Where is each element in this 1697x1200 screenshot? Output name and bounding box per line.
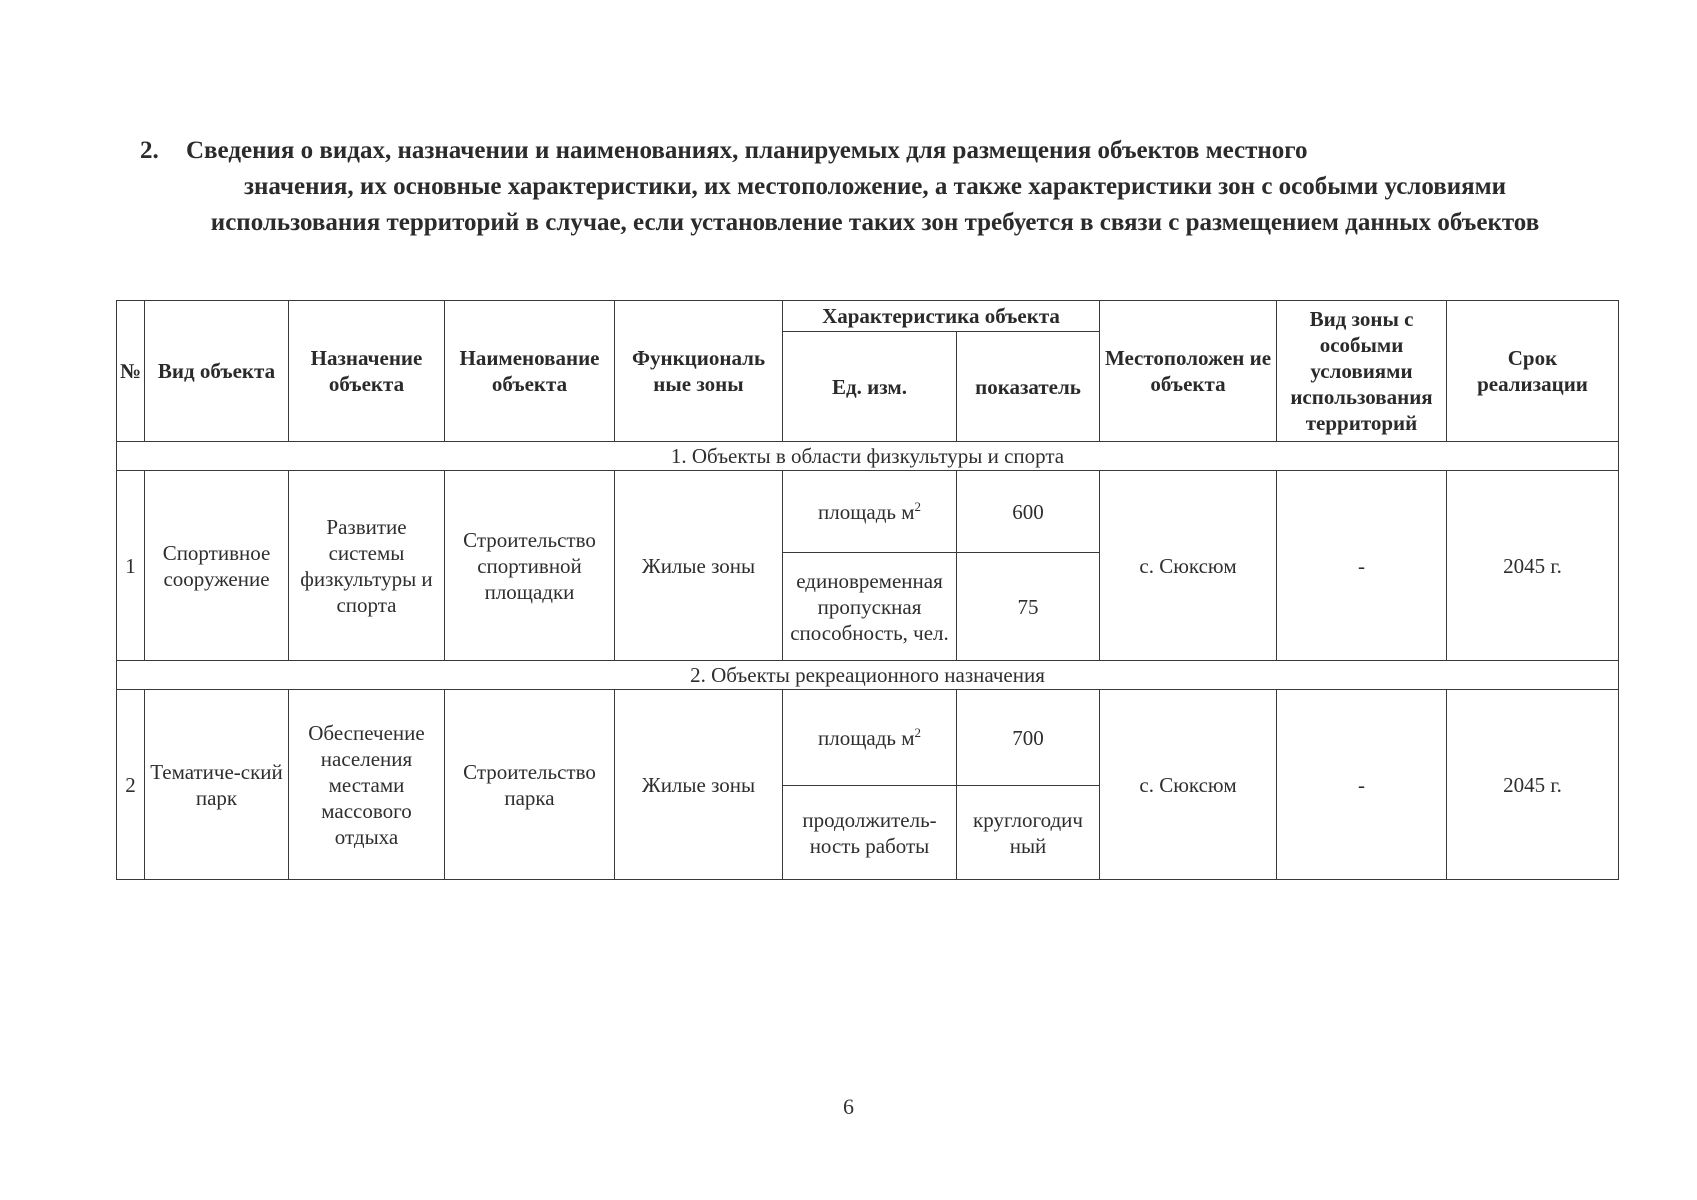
header-unit: Ед. изм. bbox=[783, 332, 957, 442]
heading-line-1 bbox=[140, 133, 1580, 169]
section-title: 2. Объекты рекреационного назначения bbox=[117, 661, 1619, 690]
row-unit: продолжитель-ность работы bbox=[783, 786, 957, 880]
header-object-type: Вид объекта bbox=[145, 301, 289, 442]
row-object-purpose: Обеспечение населения местами массового отдыха bbox=[289, 690, 445, 880]
table-header bbox=[117, 301, 1619, 442]
unit-text: площадь м bbox=[817, 499, 915, 524]
row-object-name: Строительство парка bbox=[445, 690, 615, 880]
table-row bbox=[117, 690, 1619, 786]
objects-table bbox=[116, 300, 1619, 880]
header-indicator: показатель bbox=[957, 332, 1100, 442]
section-row bbox=[117, 661, 1619, 690]
row-functional-zones: Жилые зоны bbox=[615, 471, 783, 661]
header-object-purpose: Назначение объекта bbox=[289, 301, 445, 442]
row-num: 1 bbox=[117, 471, 145, 661]
unit-superscript: 2 bbox=[914, 724, 921, 740]
row-indicator: круглогодич ный bbox=[957, 786, 1100, 880]
heading-continuation: значения, их основные характеристики, их местоположение, а также характеристики зон с особыми условиями использования территорий в случае, если установление таких зон требуется в связи с размещением данных объектов bbox=[210, 173, 1540, 236]
row-object-type: Тематиче-ский парк bbox=[145, 690, 289, 880]
row-unit bbox=[783, 690, 957, 786]
row-object-location: с. Сюксюм bbox=[1100, 690, 1277, 880]
header-num: № bbox=[117, 301, 145, 442]
row-indicator: 75 bbox=[957, 553, 1100, 661]
row-object-location: с. Сюксюм bbox=[1100, 471, 1277, 661]
table-body bbox=[117, 442, 1619, 880]
row-unit bbox=[783, 471, 957, 553]
row-indicator: 600 bbox=[957, 471, 1100, 553]
unit-superscript: 2 bbox=[914, 498, 921, 514]
header-object-characteristic: Характеристика объекта bbox=[783, 301, 1100, 332]
row-special-zone: - bbox=[1277, 471, 1447, 661]
section-title: 1. Объекты в области физкультуры и спорта bbox=[117, 442, 1619, 471]
heading-line-1-text: Сведения о видах, назначении и наименованиях, планируемых для размещения объектов местного bbox=[186, 137, 1308, 164]
row-indicator: 700 bbox=[957, 690, 1100, 786]
heading-number: 2. bbox=[140, 137, 159, 164]
row-object-type: Спортивное сооружение bbox=[145, 471, 289, 661]
table-row bbox=[117, 471, 1619, 553]
header-implementation-term: Срок реализации bbox=[1447, 301, 1619, 442]
header-special-zone: Вид зоны с особыми условиями использования территорий bbox=[1277, 301, 1447, 442]
header-functional-zones: Функциональ ные зоны bbox=[615, 301, 783, 442]
row-implementation-term: 2045 г. bbox=[1447, 471, 1619, 661]
header-object-location: Местоположен ие объекта bbox=[1100, 301, 1277, 442]
row-implementation-term: 2045 г. bbox=[1447, 690, 1619, 880]
row-unit: единовременная пропускная способность, чел. bbox=[783, 553, 957, 661]
document-heading bbox=[140, 133, 1580, 241]
unit-text: площадь м bbox=[817, 725, 915, 750]
section-row bbox=[117, 442, 1619, 471]
row-object-purpose: Развитие системы физкультуры и спорта bbox=[289, 471, 445, 661]
row-object-name: Строительство спортивной площадки bbox=[445, 471, 615, 661]
row-special-zone: - bbox=[1277, 690, 1447, 880]
header-object-name: Наименование объекта bbox=[445, 301, 615, 442]
page-number: 6 bbox=[843, 1094, 854, 1119]
row-functional-zones: Жилые зоны bbox=[615, 690, 783, 880]
row-num: 2 bbox=[117, 690, 145, 880]
